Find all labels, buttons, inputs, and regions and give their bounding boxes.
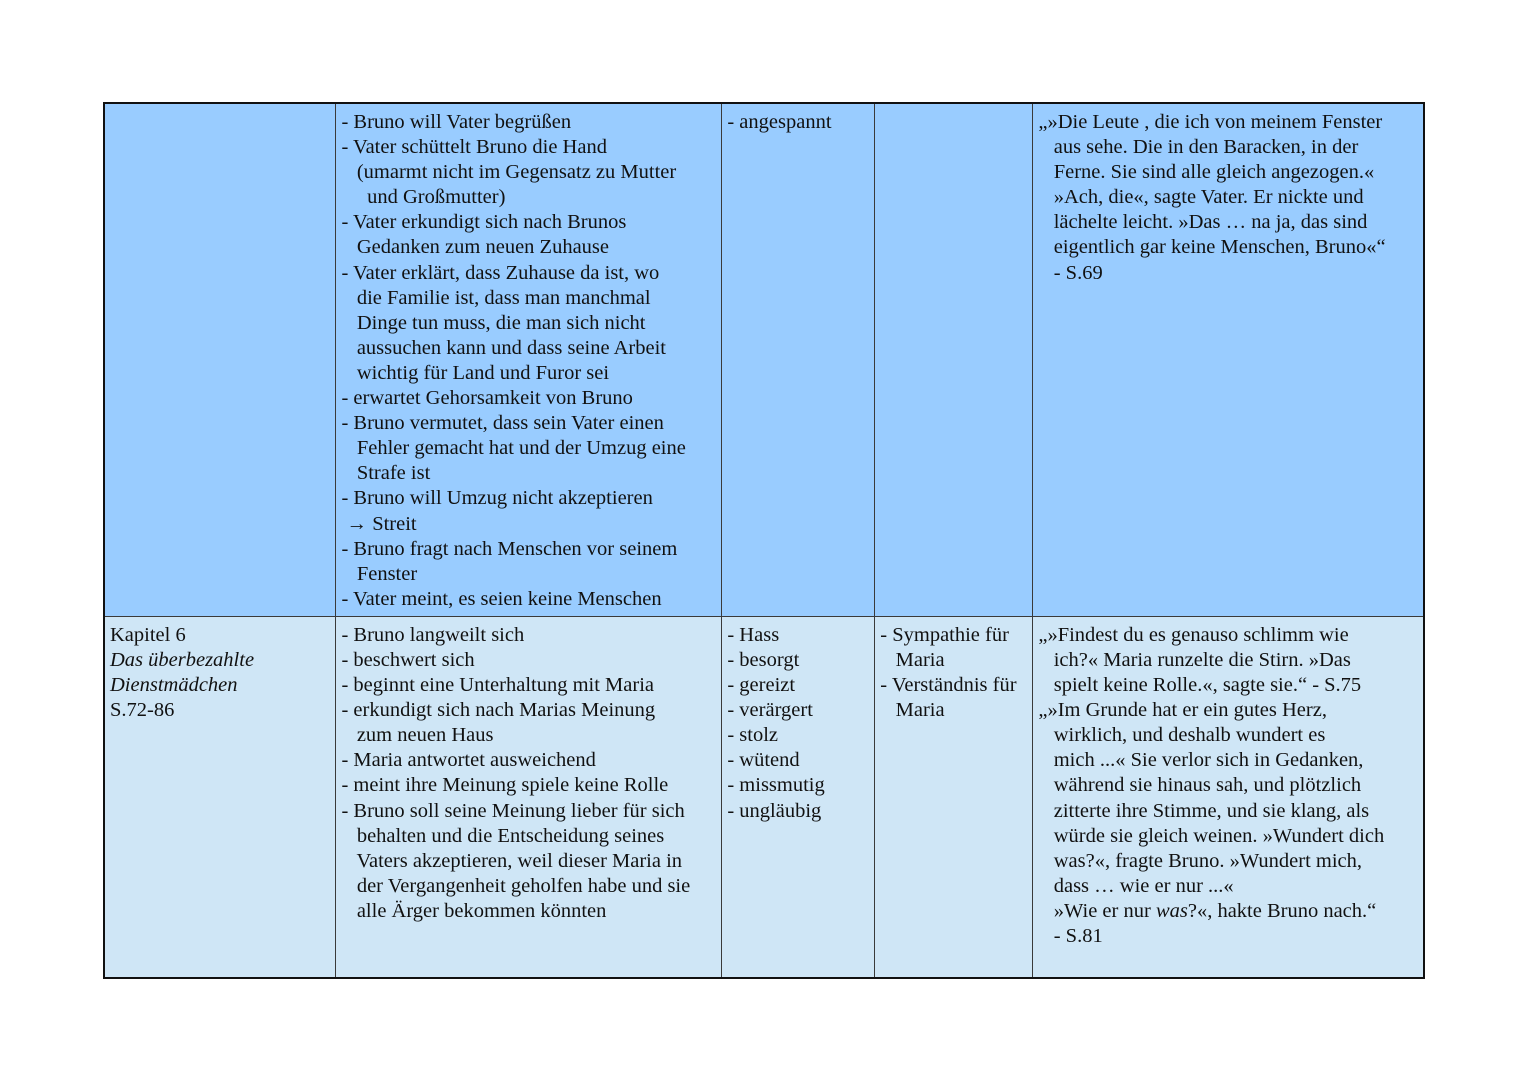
summary-table	[103, 102, 1425, 979]
list-item: (umarmt nicht im Gegensatz zu Mutter	[341, 161, 677, 184]
list-item: aussuchen kann und dass seine Arbeit	[341, 336, 666, 359]
list-item: Vaters akzeptieren, weil dieser Maria in	[341, 849, 683, 872]
list-item: - missmutig	[727, 774, 825, 797]
list-item: - Vater meint, es seien keine Menschen	[341, 587, 662, 610]
quote-line: lächelte leicht. »Das … na ja, das sind	[1038, 211, 1368, 234]
list-item: und Großmutter)	[341, 186, 506, 209]
list-item: Maria	[880, 648, 945, 671]
list-item: - wütend	[727, 749, 800, 772]
table-row	[104, 103, 1424, 616]
list-item: - ungläubig	[727, 799, 822, 822]
events-cell	[336, 103, 722, 616]
list-item: - stolz	[727, 724, 779, 747]
quote-line	[1038, 899, 1418, 924]
list-item: - Verständnis für	[880, 674, 1017, 697]
list-item: der Vergangenheit geholfen habe und sie	[341, 874, 691, 897]
feelings-cell	[722, 616, 875, 978]
page-range: S.72-86	[110, 699, 175, 722]
quotes-cell	[1033, 616, 1424, 978]
list-item: Fenster	[341, 562, 418, 585]
chapter-title: Dienstmädchen	[110, 674, 238, 697]
list-item: - Bruno langweilt sich	[341, 623, 525, 646]
quote-line: zitterte ihre Stimme, und sie klang, als	[1038, 799, 1370, 822]
list-item: - Vater schüttelt Bruno die Hand	[341, 136, 607, 159]
list-item: - Maria antwortet ausweichend	[341, 749, 596, 772]
list-item: - beschwert sich	[341, 648, 475, 671]
quote-line: spielt keine Rolle.«, sagte sie.“ - S.75	[1038, 674, 1362, 697]
chapter-cell	[104, 616, 336, 978]
quote-line: „»Im Grunde hat er ein gutes Herz,	[1038, 699, 1327, 722]
chapter-title: Das überbezahlte	[110, 648, 255, 671]
list-item: - gereizt	[727, 674, 796, 697]
list-item: - Bruno soll seine Meinung lieber für sich	[341, 799, 685, 822]
quote-line: ich?« Maria runzelte die Stirn. »Das	[1038, 648, 1351, 671]
quote-line: - S.81	[1038, 925, 1103, 947]
list-item: Maria	[880, 699, 945, 722]
list-item: - verärgert	[727, 699, 813, 722]
quotes-cell	[1033, 103, 1424, 616]
list-item: - Hass	[727, 623, 780, 646]
list-item: Fehler gemacht hat und der Umzug eine	[341, 437, 686, 460]
list-item: - erwartet Gehorsamkeit von Bruno	[341, 387, 633, 410]
quote-line: „»Findest du es genauso schlimm wie	[1038, 623, 1349, 646]
list-item: - Bruno will Umzug nicht akzeptieren	[341, 487, 653, 510]
list-item: - erkundigt sich nach Marias Meinung	[341, 699, 656, 722]
list-item: - angespannt	[727, 111, 832, 133]
list-item: die Familie ist, dass man manchmal	[341, 286, 651, 309]
list-item: - Vater erklärt, dass Zuhause da ist, wo	[341, 261, 660, 284]
chapter-cell	[104, 103, 336, 616]
list-item: Strafe ist	[341, 462, 431, 485]
quote-text: ?«, hakte Bruno nach.“	[1187, 899, 1377, 922]
list-item: - Bruno vermutet, dass sein Vater einen	[341, 412, 664, 435]
quote-text: »Wie er nur	[1038, 899, 1156, 922]
quote-line: würde sie gleich weinen. »Wundert dich	[1038, 824, 1385, 847]
list-item: - besorgt	[727, 648, 800, 671]
list-item: behalten und die Entscheidung seines	[341, 824, 665, 847]
list-item: → Streit	[341, 512, 417, 535]
list-item: zum neuen Haus	[341, 724, 494, 747]
relations-cell	[875, 616, 1033, 978]
quote-line: wirklich, und deshalb wundert es	[1038, 724, 1326, 747]
list-item: - Vater erkundigt sich nach Brunos	[341, 211, 627, 234]
list-item: wichtig für Land und Furor sei	[341, 361, 610, 384]
list-item: - Bruno will Vater begrüßen	[341, 111, 572, 133]
list-item: - Bruno fragt nach Menschen vor seinem	[341, 537, 678, 560]
quote-line: eigentlich gar keine Menschen, Bruno«“	[1038, 236, 1386, 259]
list-item: - Sympathie für	[880, 623, 1009, 646]
events-cell	[336, 616, 722, 978]
feelings-cell	[722, 103, 875, 616]
table-row	[104, 616, 1424, 978]
list-item: - beginnt eine Unterhaltung mit Maria	[341, 674, 654, 697]
quote-line: was?«, fragte Bruno. »Wundert mich,	[1038, 849, 1363, 872]
chapter-number: Kapitel 6	[110, 623, 186, 646]
quote-line: Ferne. Sie sind alle gleich angezogen.«	[1038, 161, 1375, 184]
quote-line: während sie hinaus sah, und plötzlich	[1038, 774, 1362, 797]
list-item: Gedanken zum neuen Zuhause	[341, 236, 609, 259]
relations-cell	[875, 103, 1033, 616]
quote-line: aus sehe. Die in den Baracken, in der	[1038, 136, 1359, 159]
list-item: alle Ärger bekommen könnten	[341, 899, 607, 922]
quote-line: mich ...« Sie verlor sich in Gedanken,	[1038, 749, 1364, 772]
list-item: Dinge tun muss, die man sich nicht	[341, 311, 646, 334]
quote-line: dass … wie er nur ...«	[1038, 874, 1234, 897]
quote-emphasis: was	[1155, 899, 1188, 922]
quote-line: »Ach, die«, sagte Vater. Er nickte und	[1038, 186, 1364, 209]
quote-line: „»Die Leute , die ich von meinem Fenster	[1038, 111, 1383, 133]
quote-line: - S.69	[1038, 261, 1103, 284]
list-item: - meint ihre Meinung spiele keine Rolle	[341, 774, 669, 797]
